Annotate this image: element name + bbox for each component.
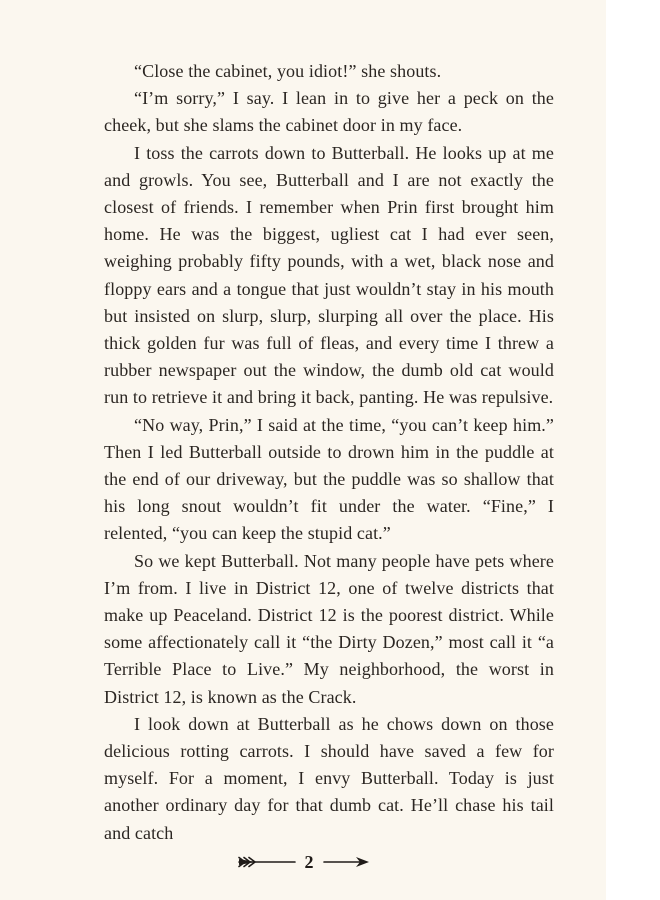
arrow-fletching-icon [237, 856, 297, 868]
paragraph: “No way, Prin,” I said at the time, “you can’t keep him.” Then I led Butterball outside to drown him in the puddle at the end of our driveway, but the puddle was so shallow that his long snout wouldn’t fit under the water. “Fine,” I relented, “you can keep the stupid cat.” [104, 414, 554, 544]
body-text [104, 58, 554, 847]
paragraph: I look down at Butterball as he chows down on those delicious rotting carrots. I should have saved a few for myself. For a moment, I envy Butterball. Today is just another ordinary day for that dumb cat. He’ll chase his tail and catch [104, 713, 554, 843]
arrowhead-icon [322, 856, 370, 868]
page-footer [0, 850, 606, 874]
page-number: 2 [304, 852, 314, 872]
paragraph: “Close the cabinet, you idiot!” she shouts. [134, 61, 442, 81]
page-margin [606, 0, 660, 900]
paragraph: So we kept Butterball. Not many people have pets where I’m from. I live in District 12, one of twelve districts that make up Peaceland. District 12 is the poorest district. While some affectionately call it “the Dirty Dozen,” most call it “a Terrible Place to Live.” My neighborhood, the worst in District 12, is known as the Crack. [104, 550, 554, 707]
paragraph: I toss the carrots down to Butterball. He looks up at me and growls. You see, Butterball and I are not exactly the closest of friends. I remember when Prin first brought him home. He was the biggest, ugliest cat I had ever seen, weighing probably fifty pounds, with a wet, black nose and floppy ears and a tongue that just wouldn’t stay in his mouth but insisted on slurp, slurp, slurping all over the place. His thick golden fur was full of fleas, and every time I threw a rubber newspaper out the window, the dumb old cat would run to retrieve it and bring it back, panting. He was repulsive. [104, 142, 554, 408]
paragraph: “I’m sorry,” I say. I lean in to give her a peck on the cheek, but she slams the cabinet door in my face. [104, 88, 554, 136]
